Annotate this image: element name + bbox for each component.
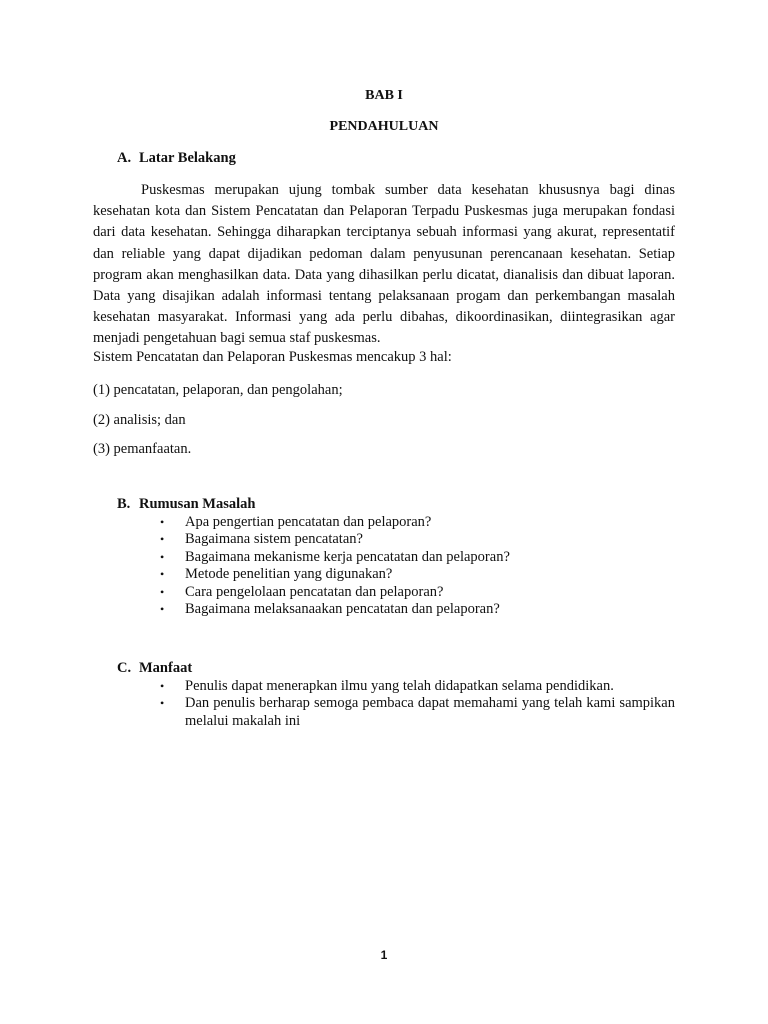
- list-item: [158, 678, 675, 695]
- research-questions-list: [158, 514, 675, 618]
- section-b-letter: B.: [117, 496, 131, 512]
- bullet-icon: •: [160, 602, 165, 617]
- scope-item-2: (2) analisis; dan: [93, 412, 186, 428]
- list-item: [158, 566, 675, 583]
- bullet-icon: •: [160, 515, 165, 529]
- list-item: [158, 601, 675, 618]
- bullet-icon: •: [160, 549, 165, 564]
- page-number: 1: [380, 948, 388, 962]
- bullet-icon: •: [160, 679, 165, 693]
- section-a-heading: [117, 150, 236, 167]
- section-b-title: Rumusan Masalah: [139, 496, 256, 512]
- scope-item-1: (1) pencatatan, pelaporan, dan pengolahan;: [93, 382, 343, 398]
- background-paragraph-text: Puskesmas merupakan ujung tombak sumber data kesehatan khususnya bagi dinas kesehatan kota dan Sistem Pencatatan dan Pelaporan Terpadu Puskesmas juga merupakan fondasi dari data kesehatan. Sehingga diharapkan terciptanya sebuah informasi yang akurat, representatif dan reliable yang dapat dijadikan pedoman dalam penyusunan perencanaan kesehatan. Setiap program akan menghasilkan data. Data yang dihasilkan perlu dicatat, dianalisis dan dibuat laporan. Data yang disajikan adalah informasi tentang pelaksanaan progam dan perkembangan masalah kesehatan masyarakat. Informasi yang ada perlu dibahas, dikoordinasikan, diintegrasikan agar menjadi pengetahuan bagi semua staf puskesmas.: [93, 182, 675, 347]
- bullet-icon: •: [160, 567, 165, 582]
- list-item: [158, 695, 675, 730]
- chapter-title: PENDAHULUAN: [329, 119, 439, 134]
- section-a-title: Latar Belakang: [139, 150, 236, 166]
- section-c-title: Manfaat: [139, 660, 193, 676]
- section-a-letter: A.: [117, 150, 132, 166]
- list-item: [158, 531, 675, 548]
- list-item: [158, 584, 675, 601]
- list-item-text: Bagaimana melaksanaakan pencatatan dan pelaporan?: [185, 601, 500, 618]
- list-item: [158, 514, 675, 531]
- list-item-text: Bagaimana mekanisme kerja pencatatan dan pelaporan?: [185, 548, 510, 565]
- list-item-text: Metode penelitian yang digunakan?: [185, 566, 393, 583]
- list-item-text: Bagaimana sistem pencatatan?: [185, 531, 363, 548]
- list-item: [158, 549, 675, 566]
- list-item-text: Penulis dapat menerapkan ilmu yang telah didapatkan selama pendidikan.: [185, 678, 614, 694]
- list-item-text: Dan penulis berharap semoga pembaca dapat memahami yang telah kami sampikan melalui makalah ini: [185, 695, 675, 729]
- bullet-icon: •: [160, 532, 165, 547]
- chapter-number: BAB I: [365, 88, 403, 103]
- bullet-icon: •: [160, 584, 165, 599]
- section-c-heading: [117, 660, 192, 677]
- section-c-letter: C.: [117, 660, 132, 676]
- scope-item-3: (3) pemanfaatan.: [93, 441, 192, 457]
- bullet-icon: •: [160, 696, 165, 711]
- benefits-list: [158, 678, 675, 730]
- section-b-heading: [117, 496, 255, 513]
- background-paragraph: [93, 180, 675, 350]
- list-item-text: Apa pengertian pencatatan dan pelaporan?: [185, 514, 432, 530]
- scope-intro: Sistem Pencatatan dan Pelaporan Puskesmas mencakup 3 hal:: [93, 349, 452, 365]
- list-item-text: Cara pengelolaan pencatatan dan pelaporan?: [185, 583, 444, 600]
